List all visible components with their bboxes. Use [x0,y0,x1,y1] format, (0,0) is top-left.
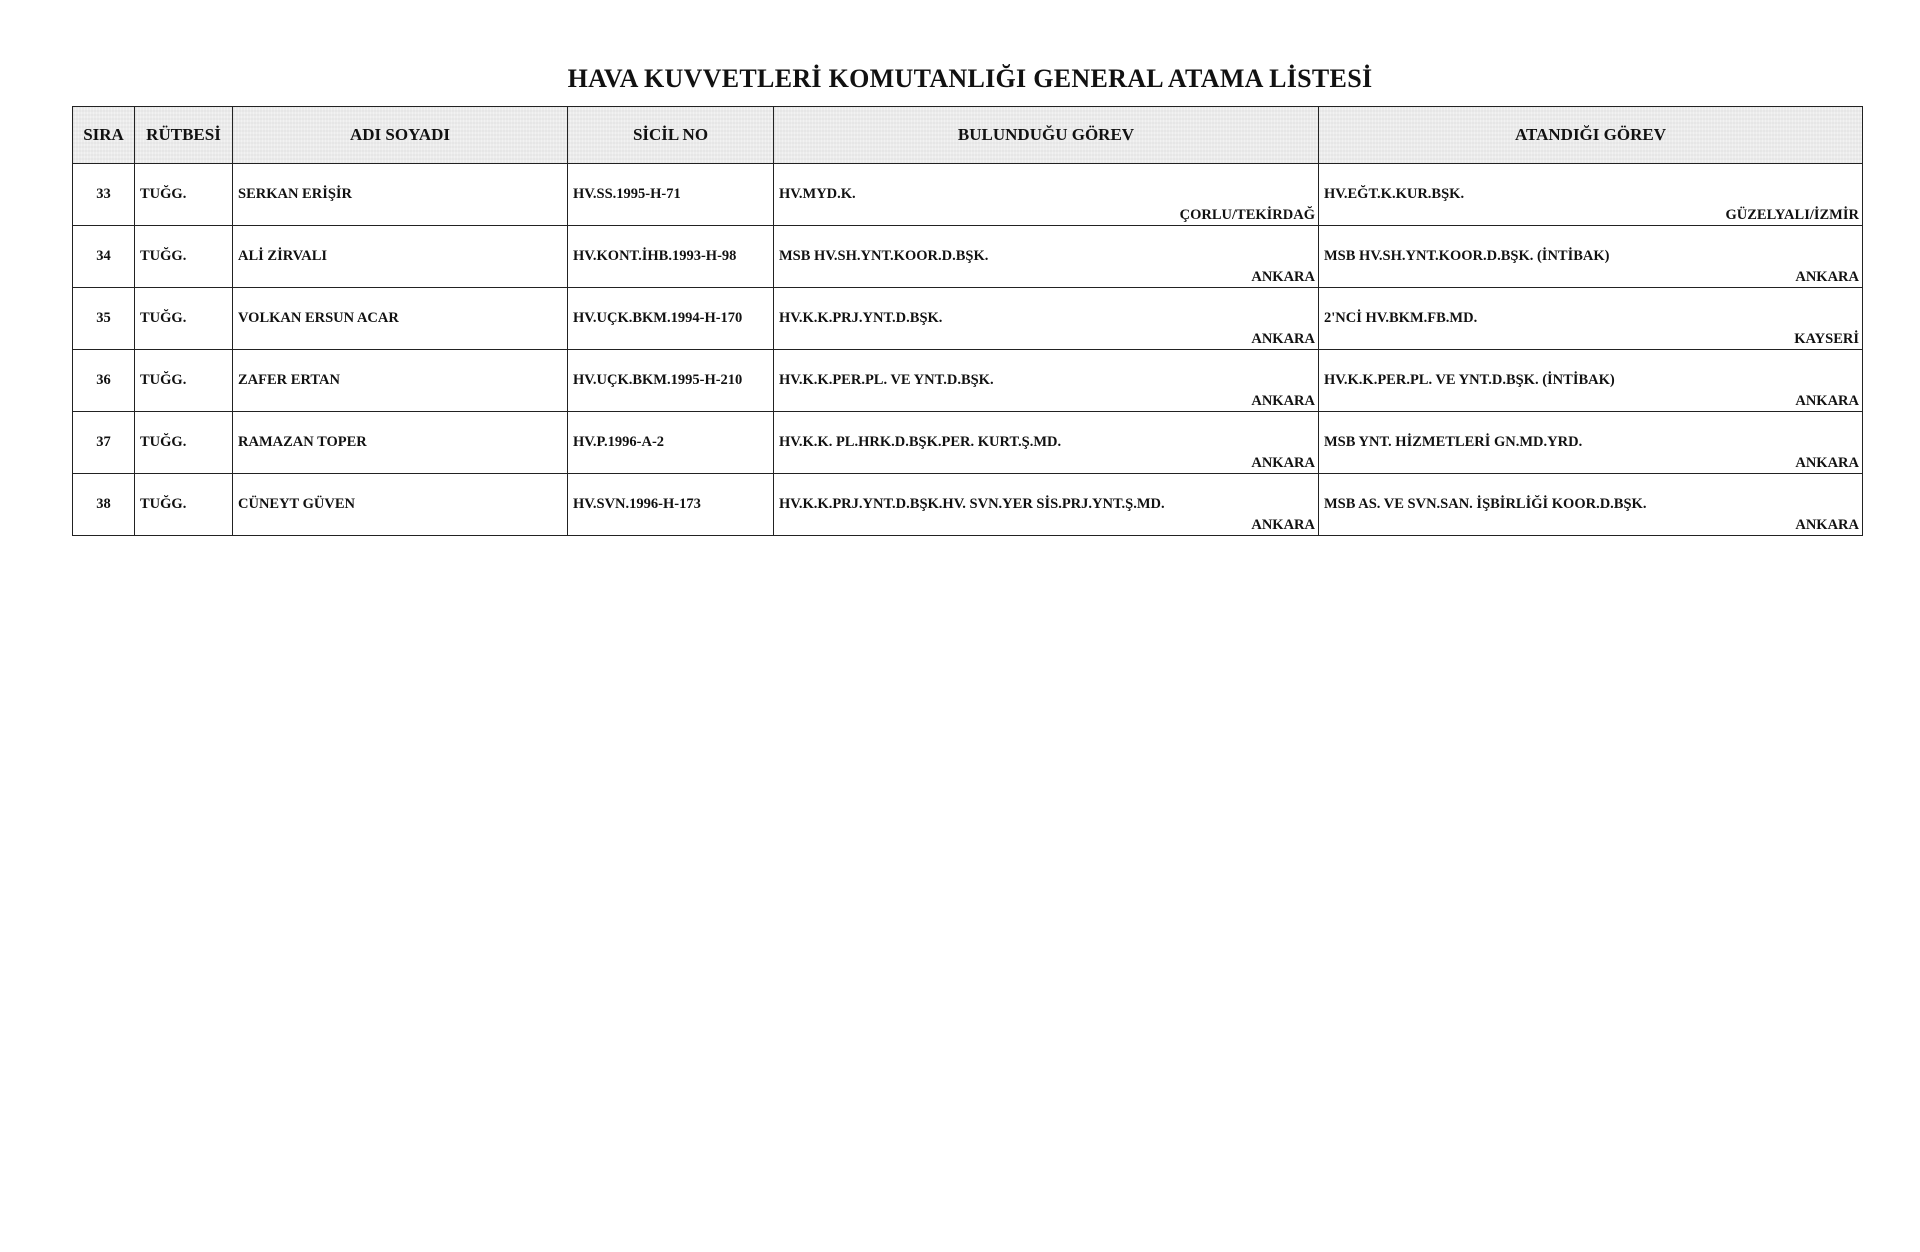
cell-rutbe: TUĞG. [135,350,233,412]
table-row [73,474,1863,536]
col-header-sicil-no: SİCİL NO [568,107,774,164]
atandigi-gorev-text: MSB AS. VE SVN.SAN. İŞBİRLİĞİ KOOR.D.BŞK. [1324,495,1647,512]
bulundugu-gorev-text: MSB HV.SH.YNT.KOOR.D.BŞK. [779,247,989,264]
col-header-rutbe: RÜTBESİ [135,107,233,164]
cell-rutbe: TUĞG. [135,164,233,226]
bulundugu-gorev-location: ANKARA [1251,454,1315,471]
cell-bulundugu-gorev [774,412,1319,474]
cell-bulundugu-gorev [774,164,1319,226]
cell-rutbe: TUĞG. [135,226,233,288]
cell-sicil-no: HV.SS.1995-H-71 [568,164,774,226]
cell-sicil-no: HV.KONT.İHB.1993-H-98 [568,226,774,288]
cell-adi-soyadi: SERKAN ERİŞİR [233,164,568,226]
cell-sira: 36 [73,350,135,412]
bulundugu-gorev-location: ÇORLU/TEKİRDAĞ [1179,206,1315,223]
atandigi-gorev-location: ANKARA [1795,516,1859,533]
cell-adi-soyadi: VOLKAN ERSUN ACAR [233,288,568,350]
cell-bulundugu-gorev [774,288,1319,350]
cell-atandigi-gorev [1319,226,1863,288]
cell-sira: 37 [73,412,135,474]
cell-atandigi-gorev [1319,350,1863,412]
cell-bulundugu-gorev [774,474,1319,536]
cell-atandigi-gorev [1319,412,1863,474]
cell-rutbe: TUĞG. [135,288,233,350]
atandigi-gorev-text: MSB YNT. HİZMETLERİ GN.MD.YRD. [1324,433,1583,450]
col-header-sira: SIRA [73,107,135,164]
table-row [73,288,1863,350]
atandigi-gorev-text: MSB HV.SH.YNT.KOOR.D.BŞK. (İNTİBAK) [1324,247,1610,264]
cell-sira: 35 [73,288,135,350]
atandigi-gorev-location: ANKARA [1795,454,1859,471]
table-row [73,164,1863,226]
bulundugu-gorev-text: HV.MYD.K. [779,185,856,202]
bulundugu-gorev-location: ANKARA [1251,330,1315,347]
col-header-bulundugu-gorev: BULUNDUĞU GÖREV [774,107,1319,164]
col-header-atandigi-gorev: ATANDIĞI GÖREV [1319,107,1863,164]
atandigi-gorev-location: KAYSERİ [1794,330,1859,347]
cell-atandigi-gorev [1319,288,1863,350]
cell-atandigi-gorev [1319,164,1863,226]
document-title: HAVA KUVVETLERİ KOMUTANLIĞI GENERAL ATAMA LİSTESİ [567,64,1373,93]
cell-bulundugu-gorev [774,226,1319,288]
cell-rutbe: TUĞG. [135,412,233,474]
cell-sicil-no: HV.P.1996-A-2 [568,412,774,474]
assignment-table [72,106,1863,536]
atandigi-gorev-text: HV.K.K.PER.PL. VE YNT.D.BŞK. (İNTİBAK) [1324,371,1615,388]
col-header-adi-soyadi: ADI SOYADI [233,107,568,164]
atandigi-gorev-text: 2'NCİ HV.BKM.FB.MD. [1324,309,1478,326]
cell-bulundugu-gorev [774,350,1319,412]
bulundugu-gorev-text: HV.K.K. PL.HRK.D.BŞK.PER. KURT.Ş.MD. [779,433,1062,450]
cell-adi-soyadi: CÜNEYT GÜVEN [233,474,568,536]
cell-sira: 34 [73,226,135,288]
cell-adi-soyadi: ALİ ZİRVALI [233,226,568,288]
atandigi-gorev-location: GÜZELYALI/İZMİR [1725,206,1859,223]
bulundugu-gorev-text: HV.K.K.PER.PL. VE YNT.D.BŞK. [779,371,994,388]
table-row [73,412,1863,474]
bulundugu-gorev-location: ANKARA [1251,268,1315,285]
cell-adi-soyadi: RAMAZAN TOPER [233,412,568,474]
table-row [73,226,1863,288]
header-row [73,107,1863,164]
atandigi-gorev-text: HV.EĞT.K.KUR.BŞK. [1324,185,1465,202]
cell-rutbe: TUĞG. [135,474,233,536]
cell-sicil-no: HV.SVN.1996-H-173 [568,474,774,536]
bulundugu-gorev-text: HV.K.K.PRJ.YNT.D.BŞK. [779,309,943,326]
cell-sicil-no: HV.UÇK.BKM.1995-H-210 [568,350,774,412]
cell-sira: 38 [73,474,135,536]
bulundugu-gorev-location: ANKARA [1251,392,1315,409]
cell-sicil-no: HV.UÇK.BKM.1994-H-170 [568,288,774,350]
bulundugu-gorev-location: ANKARA [1251,516,1315,533]
cell-adi-soyadi: ZAFER ERTAN [233,350,568,412]
cell-sira: 33 [73,164,135,226]
table-row [73,350,1863,412]
atandigi-gorev-location: ANKARA [1795,392,1859,409]
cell-atandigi-gorev [1319,474,1863,536]
atandigi-gorev-location: ANKARA [1795,268,1859,285]
bulundugu-gorev-text: HV.K.K.PRJ.YNT.D.BŞK.HV. SVN.YER SİS.PRJ.YNT.Ş.MD. [779,495,1165,512]
